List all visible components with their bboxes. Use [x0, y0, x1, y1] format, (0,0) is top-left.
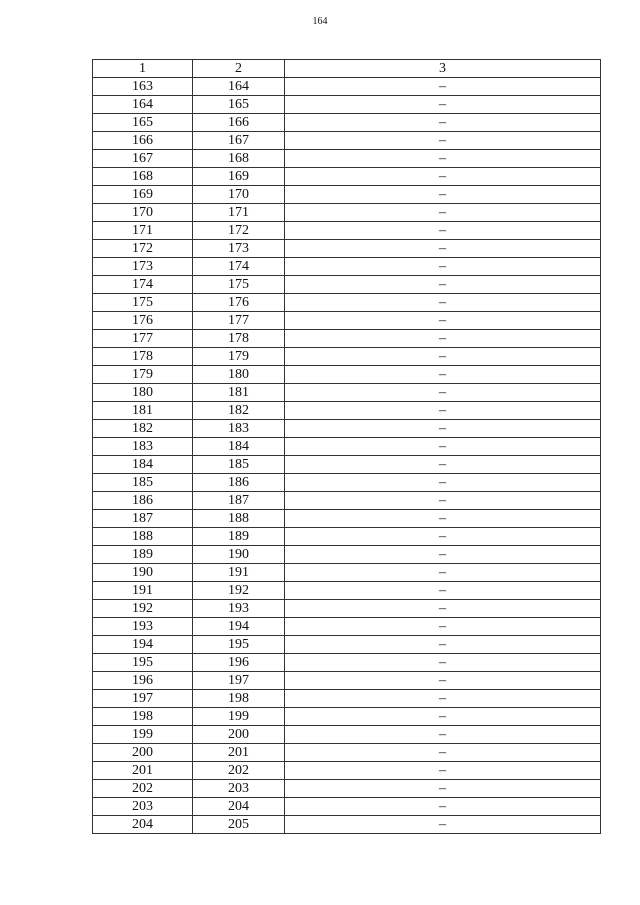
- table-cell-col-3: –: [285, 294, 601, 312]
- table-cell-col-1: 197: [93, 690, 193, 708]
- table-cell-col-1: 194: [93, 636, 193, 654]
- table-cell-col-2: 202: [193, 762, 285, 780]
- table-row: [93, 690, 601, 708]
- table-cell-col-2: 193: [193, 600, 285, 618]
- table-cell-col-1: 164: [93, 96, 193, 114]
- table-cell-col-3: –: [285, 654, 601, 672]
- table-body: [93, 78, 601, 834]
- table-cell-col-3: –: [285, 582, 601, 600]
- table-cell-col-2: 197: [193, 672, 285, 690]
- table-cell-col-3: –: [285, 528, 601, 546]
- table-cell-col-3: –: [285, 312, 601, 330]
- table-row: [93, 618, 601, 636]
- table-cell-col-1: 193: [93, 618, 193, 636]
- table-cell-col-2: 165: [193, 96, 285, 114]
- table-cell-col-2: 164: [193, 78, 285, 96]
- table-cell-col-3: –: [285, 708, 601, 726]
- table-cell-col-1: 190: [93, 564, 193, 582]
- table-cell-col-2: 195: [193, 636, 285, 654]
- table-row: [93, 726, 601, 744]
- table-row: [93, 294, 601, 312]
- table-cell-col-3: –: [285, 492, 601, 510]
- table-cell-col-3: –: [285, 780, 601, 798]
- table-row: [93, 546, 601, 564]
- header-row: [93, 60, 601, 78]
- table-cell-col-2: 205: [193, 816, 285, 834]
- table-row: [93, 474, 601, 492]
- table-cell-col-1: 189: [93, 546, 193, 564]
- table-row: [93, 654, 601, 672]
- table-cell-col-1: 165: [93, 114, 193, 132]
- table-cell-col-3: –: [285, 168, 601, 186]
- column-header-1: 1: [93, 60, 193, 78]
- table-row: [93, 528, 601, 546]
- table-cell-col-2: 180: [193, 366, 285, 384]
- table-row: [93, 96, 601, 114]
- table-row: [93, 186, 601, 204]
- table-cell-col-1: 180: [93, 384, 193, 402]
- table-row: [93, 312, 601, 330]
- table-cell-col-3: –: [285, 798, 601, 816]
- table-cell-col-1: 201: [93, 762, 193, 780]
- table-cell-col-2: 196: [193, 654, 285, 672]
- table-cell-col-1: 202: [93, 780, 193, 798]
- table-cell-col-2: 189: [193, 528, 285, 546]
- table-row: [93, 366, 601, 384]
- table-cell-col-2: 167: [193, 132, 285, 150]
- table-cell-col-2: 168: [193, 150, 285, 168]
- table-cell-col-3: –: [285, 186, 601, 204]
- table-row: [93, 582, 601, 600]
- table-cell-col-1: 173: [93, 258, 193, 276]
- table-row: [93, 384, 601, 402]
- table-cell-col-1: 185: [93, 474, 193, 492]
- table-cell-col-1: 179: [93, 366, 193, 384]
- table-row: [93, 168, 601, 186]
- table-row: [93, 132, 601, 150]
- table-cell-col-1: 174: [93, 276, 193, 294]
- table-cell-col-2: 191: [193, 564, 285, 582]
- table-cell-col-3: –: [285, 258, 601, 276]
- table-cell-col-2: 181: [193, 384, 285, 402]
- table-cell-col-3: –: [285, 366, 601, 384]
- table-cell-col-1: 186: [93, 492, 193, 510]
- table-cell-col-1: 188: [93, 528, 193, 546]
- table-row: [93, 114, 601, 132]
- table-cell-col-1: 167: [93, 150, 193, 168]
- table-row: [93, 816, 601, 834]
- table-cell-col-3: –: [285, 636, 601, 654]
- table-cell-col-2: 174: [193, 258, 285, 276]
- table-cell-col-1: 191: [93, 582, 193, 600]
- table-cell-col-1: 169: [93, 186, 193, 204]
- table-cell-col-2: 172: [193, 222, 285, 240]
- table-cell-col-3: –: [285, 816, 601, 834]
- table-cell-col-3: –: [285, 222, 601, 240]
- table-container: [92, 59, 601, 834]
- table-cell-col-2: 175: [193, 276, 285, 294]
- table-cell-col-1: 168: [93, 168, 193, 186]
- table-row: [93, 744, 601, 762]
- table-cell-col-1: 172: [93, 240, 193, 258]
- page-number: 164: [312, 16, 328, 27]
- table-cell-col-3: –: [285, 438, 601, 456]
- table-cell-col-1: 203: [93, 798, 193, 816]
- table-cell-col-3: –: [285, 96, 601, 114]
- table-cell-col-1: 176: [93, 312, 193, 330]
- table-cell-col-1: 171: [93, 222, 193, 240]
- table-cell-col-3: –: [285, 402, 601, 420]
- table-cell-col-1: 182: [93, 420, 193, 438]
- table-cell-col-3: –: [285, 132, 601, 150]
- table-cell-col-2: 190: [193, 546, 285, 564]
- table-row: [93, 402, 601, 420]
- table-cell-col-2: 170: [193, 186, 285, 204]
- table-cell-col-2: 166: [193, 114, 285, 132]
- table-cell-col-3: –: [285, 204, 601, 222]
- data-table: [92, 59, 601, 834]
- table-cell-col-3: –: [285, 672, 601, 690]
- table-cell-col-1: 163: [93, 78, 193, 96]
- table-cell-col-2: 201: [193, 744, 285, 762]
- table-cell-col-1: 181: [93, 402, 193, 420]
- table-cell-col-3: –: [285, 744, 601, 762]
- table-row: [93, 780, 601, 798]
- table-cell-col-1: 184: [93, 456, 193, 474]
- table-cell-col-3: –: [285, 150, 601, 168]
- table-cell-col-2: 169: [193, 168, 285, 186]
- table-row: [93, 456, 601, 474]
- table-cell-col-1: 177: [93, 330, 193, 348]
- table-cell-col-1: 175: [93, 294, 193, 312]
- table-cell-col-3: –: [285, 348, 601, 366]
- table-row: [93, 564, 601, 582]
- table-cell-col-2: 171: [193, 204, 285, 222]
- table-cell-col-1: 200: [93, 744, 193, 762]
- table-cell-col-3: –: [285, 690, 601, 708]
- column-header-2: 2: [193, 60, 285, 78]
- table-cell-col-1: 204: [93, 816, 193, 834]
- table-cell-col-2: 186: [193, 474, 285, 492]
- table-cell-col-1: 183: [93, 438, 193, 456]
- table-row: [93, 222, 601, 240]
- table-cell-col-2: 203: [193, 780, 285, 798]
- table-cell-col-2: 187: [193, 492, 285, 510]
- table-cell-col-3: –: [285, 420, 601, 438]
- table-cell-col-2: 204: [193, 798, 285, 816]
- column-header-3: 3: [285, 60, 601, 78]
- table-cell-col-2: 185: [193, 456, 285, 474]
- table-row: [93, 438, 601, 456]
- table-cell-col-3: –: [285, 276, 601, 294]
- table-row: [93, 492, 601, 510]
- table-header: [93, 60, 601, 78]
- table-row: [93, 330, 601, 348]
- table-cell-col-1: 187: [93, 510, 193, 528]
- table-cell-col-3: –: [285, 114, 601, 132]
- table-cell-col-3: –: [285, 384, 601, 402]
- table-cell-col-2: 184: [193, 438, 285, 456]
- table-cell-col-1: 195: [93, 654, 193, 672]
- table-cell-col-3: –: [285, 726, 601, 744]
- table-cell-col-3: –: [285, 762, 601, 780]
- table-cell-col-3: –: [285, 240, 601, 258]
- table-cell-col-3: –: [285, 510, 601, 528]
- table-row: [93, 600, 601, 618]
- table-cell-col-1: 199: [93, 726, 193, 744]
- table-cell-col-2: 179: [193, 348, 285, 366]
- table-cell-col-1: 166: [93, 132, 193, 150]
- table-row: [93, 204, 601, 222]
- table-row: [93, 798, 601, 816]
- table-cell-col-2: 178: [193, 330, 285, 348]
- table-row: [93, 150, 601, 168]
- table-cell-col-3: –: [285, 600, 601, 618]
- table-cell-col-3: –: [285, 618, 601, 636]
- table-cell-col-1: 192: [93, 600, 193, 618]
- table-row: [93, 258, 601, 276]
- table-row: [93, 636, 601, 654]
- table-cell-col-1: 178: [93, 348, 193, 366]
- table-cell-col-1: 196: [93, 672, 193, 690]
- table-cell-col-2: 194: [193, 618, 285, 636]
- table-cell-col-2: 173: [193, 240, 285, 258]
- table-cell-col-1: 170: [93, 204, 193, 222]
- table-cell-col-2: 200: [193, 726, 285, 744]
- table-cell-col-2: 199: [193, 708, 285, 726]
- table-cell-col-2: 177: [193, 312, 285, 330]
- table-cell-col-2: 198: [193, 690, 285, 708]
- table-row: [93, 78, 601, 96]
- table-cell-col-2: 188: [193, 510, 285, 528]
- table-row: [93, 510, 601, 528]
- table-cell-col-2: 183: [193, 420, 285, 438]
- table-cell-col-3: –: [285, 330, 601, 348]
- table-cell-col-1: 198: [93, 708, 193, 726]
- table-cell-col-3: –: [285, 456, 601, 474]
- table-cell-col-2: 192: [193, 582, 285, 600]
- table-cell-col-2: 182: [193, 402, 285, 420]
- table-cell-col-2: 176: [193, 294, 285, 312]
- table-cell-col-3: –: [285, 546, 601, 564]
- table-row: [93, 240, 601, 258]
- table-cell-col-3: –: [285, 78, 601, 96]
- table-cell-col-3: –: [285, 564, 601, 582]
- table-row: [93, 762, 601, 780]
- table-row: [93, 672, 601, 690]
- table-row: [93, 276, 601, 294]
- table-row: [93, 708, 601, 726]
- table-row: [93, 348, 601, 366]
- table-row: [93, 420, 601, 438]
- table-cell-col-3: –: [285, 474, 601, 492]
